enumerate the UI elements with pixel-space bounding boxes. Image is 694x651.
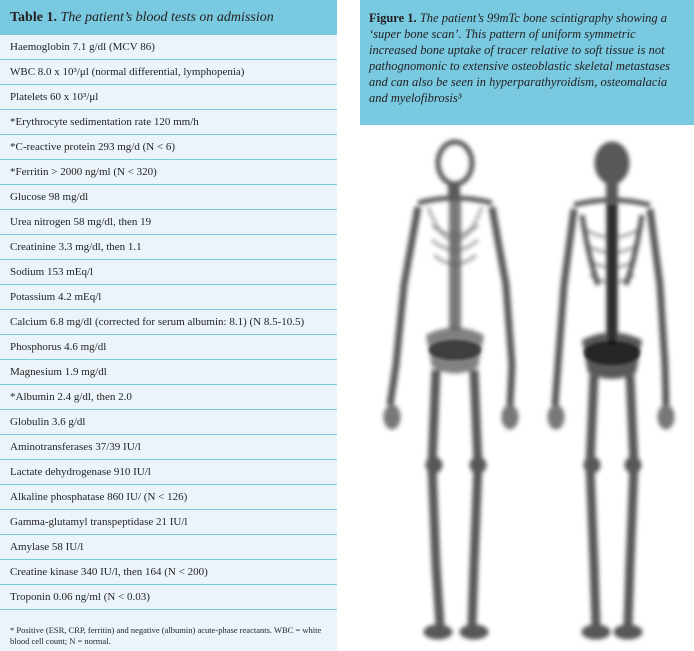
table-row: Gamma-glutamyl transpeptidase 21 IU/l <box>0 510 337 535</box>
table-row: Troponin 0.06 ng/ml (N < 0.03) <box>0 585 337 610</box>
figure-label: Figure 1. <box>369 11 417 25</box>
table-row: Glucose 98 mg/dl <box>0 185 337 210</box>
table-row: Creatine kinase 340 IU/l, then 164 (N < 200) <box>0 560 337 585</box>
table-row: Amylase 58 IU/l <box>0 535 337 560</box>
bone-scintigraphy-image <box>360 135 694 651</box>
table-row: Alkaline phosphatase 860 IU/ (N < 126) <box>0 485 337 510</box>
table-row: Haemoglobin 7.1 g/dl (MCV 86) <box>0 35 337 60</box>
blood-tests-table <box>0 0 337 651</box>
table-title-text: The patient’s blood tests on admission <box>60 10 274 25</box>
table-row: *Erythrocyte sedimentation rate 120 mm/h <box>0 110 337 135</box>
table-row: Sodium 153 mEq/l <box>0 260 337 285</box>
table-row: Lactate dehydrogenase 910 IU/l <box>0 460 337 485</box>
table-label: Table 1. <box>10 10 57 25</box>
table-row: Globulin 3.6 g/dl <box>0 410 337 435</box>
figure-caption <box>360 0 694 125</box>
table-row: Magnesium 1.9 mg/dl <box>0 360 337 385</box>
bone-scan-illustration <box>360 135 694 651</box>
table-row: WBC 8.0 x 10³/μl (normal differential, lymphopenia) <box>0 60 337 85</box>
table-row: Urea nitrogen 58 mg/dl, then 19 <box>0 210 337 235</box>
table-row: Creatinine 3.3 mg/dl, then 1.1 <box>0 235 337 260</box>
table-row: Aminotransferases 37/39 IU/l <box>0 435 337 460</box>
table-row: Platelets 60 x 10³/μl <box>0 85 337 110</box>
table-rows <box>0 35 337 610</box>
anterior-view-skeleton <box>384 142 518 639</box>
table-row: *Ferritin > 2000 ng/ml (N < 320) <box>0 160 337 185</box>
figure-caption-text: The patient’s 99mTc bone scintigraphy showing a ‘super bone scan’. This pattern of uniform symmetric increased bone uptake of tracer relative to soft tissue is not pathognomonic to extensive osteoblastic skeletal metastases and can also be seen in hyperparathyroidism, osteomalacia and myelofibrosis³ <box>369 11 670 105</box>
table-row: *Albumin 2.4 g/dl, then 2.0 <box>0 385 337 410</box>
table-footnote: * Positive (ESR, CRP, ferritin) and negative (albumin) acute-phase reactants. WBC = white blood cell count; N = normal. <box>10 625 322 646</box>
table-row: Calcium 6.8 mg/dl (corrected for serum albumin: 8.1) (N 8.5-10.5) <box>0 310 337 335</box>
table-row: Potassium 4.2 mEq/l <box>0 285 337 310</box>
table-row: Phosphorus 4.6 mg/dl <box>0 335 337 360</box>
table-title <box>0 0 337 35</box>
table-row: *C-reactive protein 293 mg/d (N < 6) <box>0 135 337 160</box>
